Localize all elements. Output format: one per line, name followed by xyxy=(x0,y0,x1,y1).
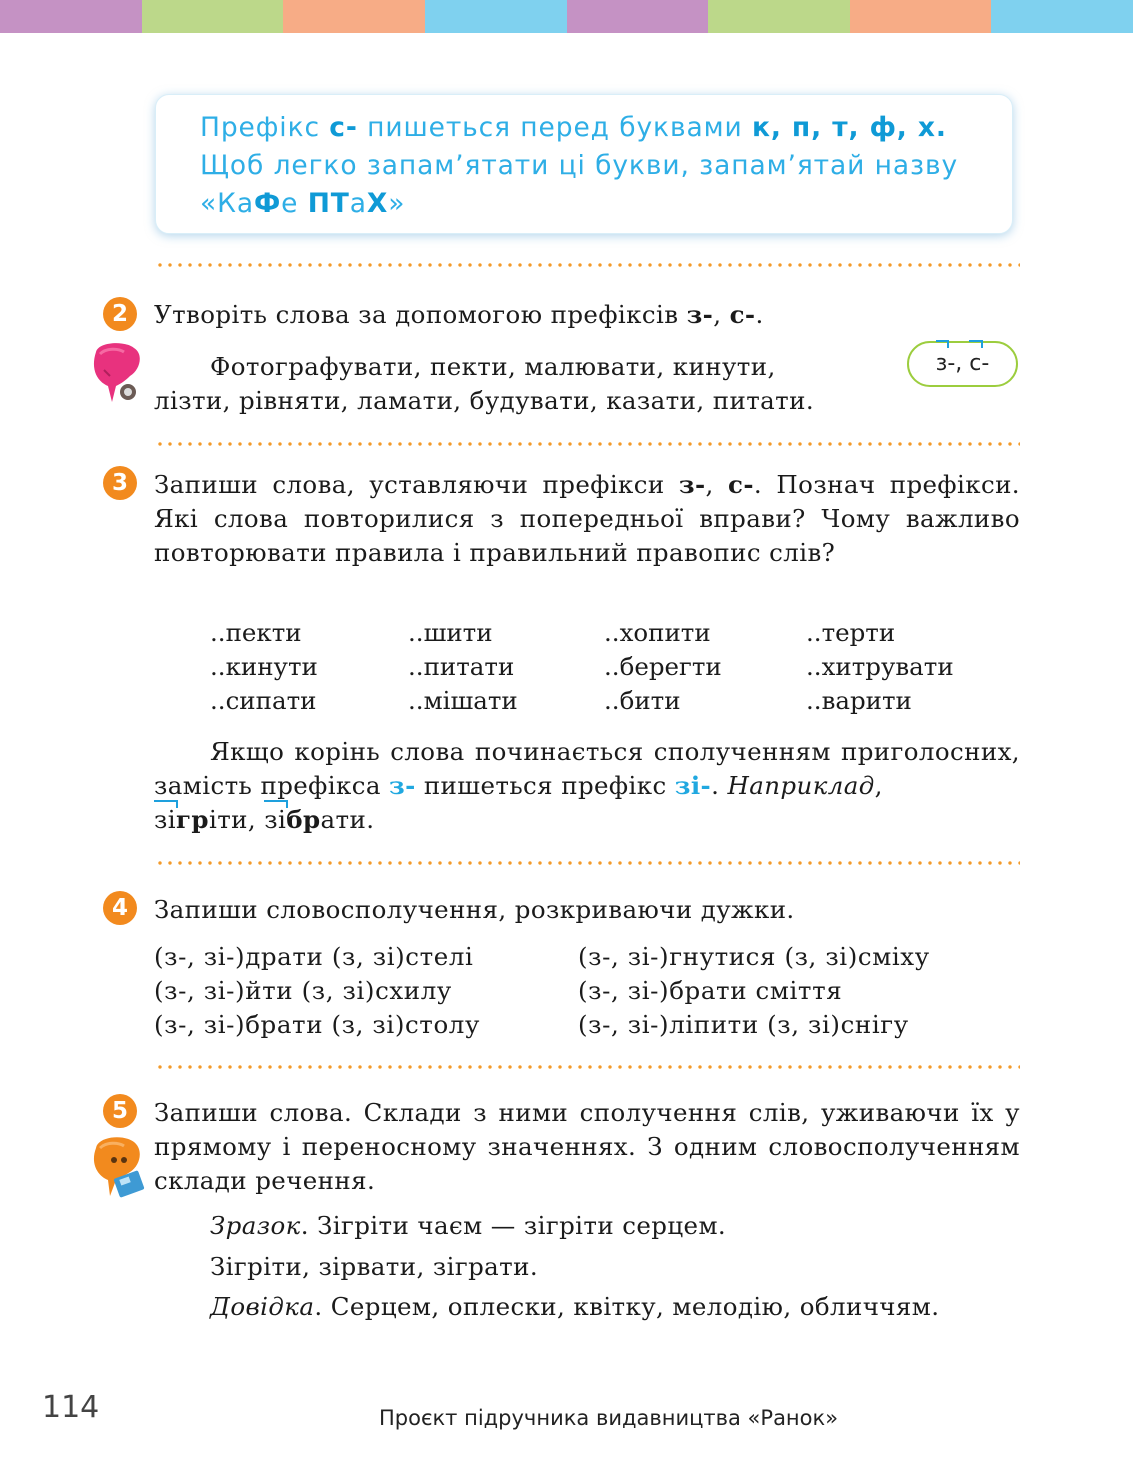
pink-character-icon xyxy=(84,340,146,410)
prefix-mark: зі xyxy=(264,803,286,837)
prefix-mark: с xyxy=(969,343,981,385)
phrase-item: (з-, зі-)гнутися (з, зі)сміху xyxy=(578,942,930,971)
exercise-3-task: Запиши слова, уставляючи префікси з-, с-. Познач префікси. Які слова повторилися з попередньої вправи? Чому важливо повторювати правила і правильний правопис слів? xyxy=(154,470,1020,567)
exercise-2-words-line-1: Фотографувати, пекти, малювати, кинути, xyxy=(210,352,776,381)
exercise-5-reference: Довідка. Серцем, оплески, квітку, мелодію, обличчям. xyxy=(210,1292,940,1321)
top-color-stripe xyxy=(0,0,1133,33)
word-cell: ..сипати xyxy=(210,686,317,715)
word-cell: ..бити xyxy=(604,686,681,715)
exercise-2-task: Утворіть слова за допомогою префіксів з-, с-. xyxy=(154,300,764,329)
stripe-segment xyxy=(708,0,850,33)
exercise-4-left-column xyxy=(154,940,480,1042)
phrase-item: (з-, зі-)йти (з, зі)схилу xyxy=(154,976,452,1005)
word-cell: ..кинути xyxy=(210,652,318,681)
dotted-divider xyxy=(155,263,1020,267)
exercise-number: 2 xyxy=(103,297,137,331)
prefix-hint-bubble: з-, с- xyxy=(907,341,1018,387)
phrase-item: (з-, зі-)ліпити (з, зі)снігу xyxy=(578,1010,909,1039)
dotted-divider xyxy=(155,442,1020,446)
stripe-segment xyxy=(142,0,284,33)
rule-line-1: Префікс с- пишеться перед буквами к, п, т, ф, х. xyxy=(200,112,947,143)
page-number: 114 xyxy=(42,1390,100,1425)
dotted-divider xyxy=(155,1065,1020,1069)
word-cell: ..мішати xyxy=(408,686,518,715)
dotted-divider xyxy=(155,861,1020,865)
phrase-item: (з-, зі-)брати сміття xyxy=(578,976,843,1005)
exercise-2-words-line-2: лізти, рівняти, ламати, будувати, казати, питати. xyxy=(154,386,815,415)
rule-box xyxy=(155,94,1013,234)
phrase-item: (з-, зі-)брати (з, зі)столу xyxy=(154,1010,480,1039)
word-cell: ..берегти xyxy=(604,652,722,681)
phrase-item: (з-, зі-)драти (з, зі)стелі xyxy=(154,942,474,971)
stripe-segment xyxy=(991,0,1133,33)
prefix-mark: з xyxy=(936,343,948,385)
footer-text: Проєкт підручника видавництва «Ранок» xyxy=(379,1406,839,1430)
exercise-5-task: Запиши слова. Склади з ними сполучення слів, уживаючи їх у прямому і переносному значеннях. З одним словосполученням склади речення. xyxy=(154,1098,1020,1195)
word-cell: ..пекти xyxy=(210,618,302,647)
rule-line-2: Щоб легко запам’ятати ці букви, запам’ятай назву xyxy=(200,150,959,181)
rule-line-3: «КаФе ПТаХ» xyxy=(200,188,406,219)
exercise-number: 4 xyxy=(103,891,137,925)
exercise-5-words: Зігріти, зірвати, зіграти. xyxy=(210,1252,539,1281)
word-cell: ..варити xyxy=(806,686,912,715)
stripe-segment xyxy=(850,0,992,33)
orange-character-icon xyxy=(86,1134,148,1204)
exercise-3-rule: Якщо корінь слова починається сполученням приголосних, замість префікса з- пишеться префікс зі-. Наприклад, xyxy=(154,737,1020,800)
word-cell: ..хопити xyxy=(604,618,711,647)
word-cell: ..терти xyxy=(806,618,896,647)
stripe-segment xyxy=(425,0,567,33)
exercise-4-right-column xyxy=(578,940,930,1042)
prefix-mark: зі xyxy=(154,803,176,837)
stripe-segment xyxy=(283,0,425,33)
word-cell: ..шити xyxy=(408,618,493,647)
exercise-number: 5 xyxy=(103,1094,137,1128)
exercise-3-examples: зігріти, зібрати. xyxy=(154,803,374,837)
exercise-number: 3 xyxy=(103,466,137,500)
word-cell: ..хитрувати xyxy=(806,652,954,681)
exercise-4-task: Запиши словосполучення, розкриваючи дужки. xyxy=(154,895,795,924)
exercise-5-sample: Зразок. Зігріти чаєм — зігріти серцем. xyxy=(210,1211,727,1240)
stripe-segment xyxy=(0,0,142,33)
word-cell: ..питати xyxy=(408,652,515,681)
stripe-segment xyxy=(567,0,709,33)
